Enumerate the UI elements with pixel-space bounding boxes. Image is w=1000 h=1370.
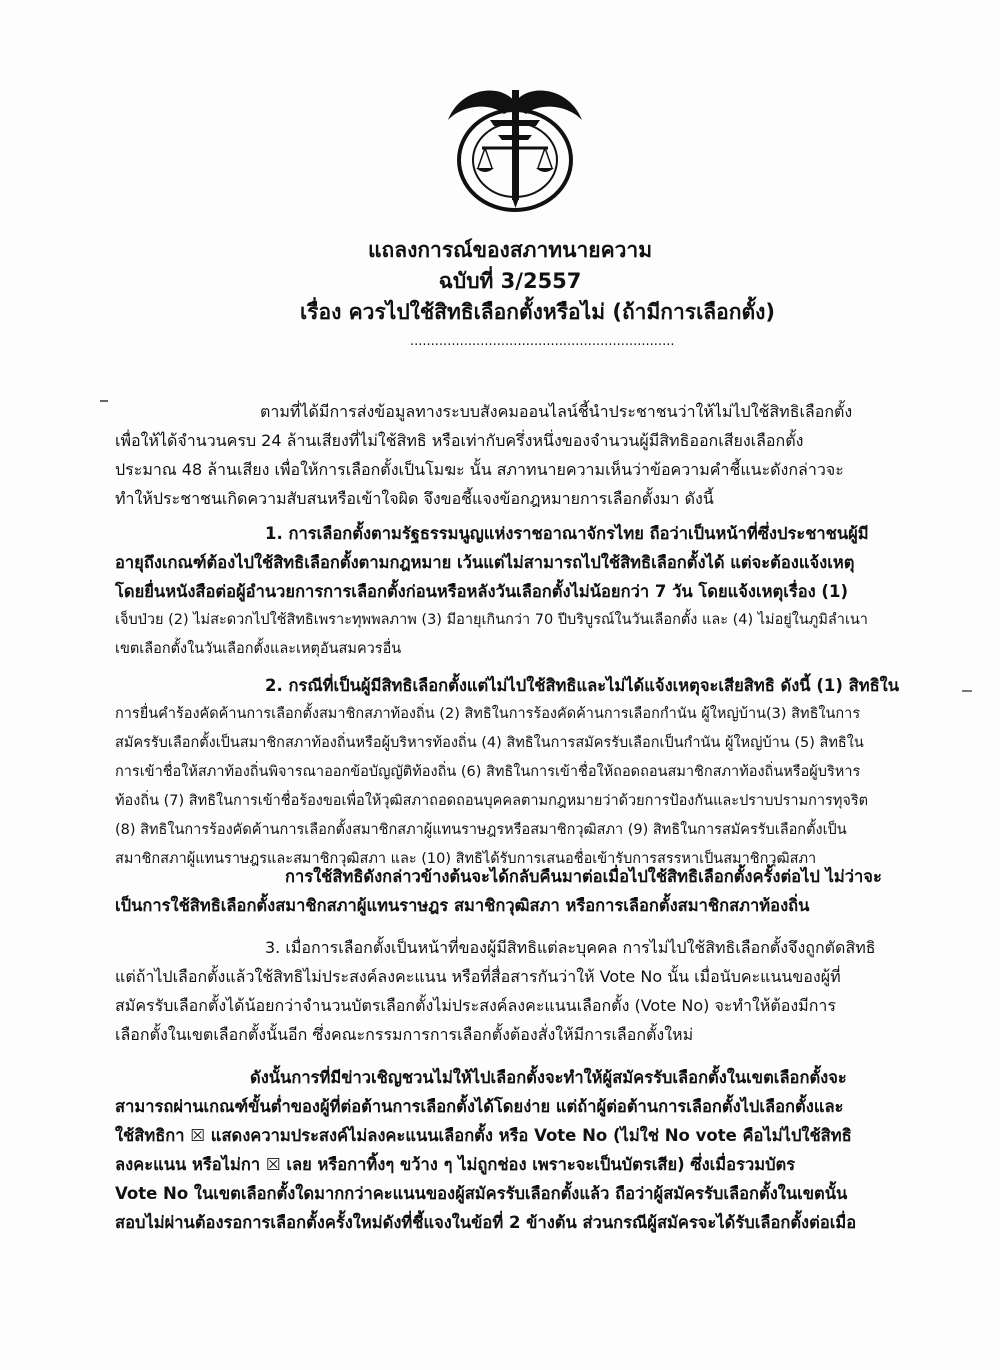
- paragraph-line: สามารถผ่านเกณฑ์ขั้นต่ำของผู้ที่ต่อต้านการเลือกตั้งได้โดยง่าย แต่ถ้าผู้ต่อต้านการเลือกตั้งไปเลือกตั้งและ: [115, 1097, 844, 1116]
- statement-subject: เรื่อง ควรไปใช้สิทธิเลือกตั้งหรือไม่ (ถ้ามีการเลือกตั้ง): [300, 300, 775, 324]
- statement-title: แถลงการณ์ของสภาทนายความ: [367, 238, 653, 262]
- paragraph-line: ประมาณ 48 ล้านเสียง เพื่อให้การเลือกตั้งเป็นโมฆะ นั้น สภาทนายความเห็นว่าข้อความคำชี้แนะดังกล่าวจะ: [115, 460, 844, 479]
- paragraph-line: (8) สิทธิในการร้องคัดค้านการเลือกตั้งสมาชิกสภาผู้แทนราษฎรหรือสมาชิกวุฒิสภา (9) สิทธิในการสมัครรับเลือกตั้งเป็น: [115, 822, 847, 838]
- paragraph-line: การใช้สิทธิดังกล่าวข้างต้นจะได้กลับคืนมาต่อเมื่อไปใช้สิทธิเลือกตั้งครั้งต่อไป ไม่ว่าจะ: [285, 867, 882, 886]
- paragraph-line: ทำให้ประชาชนเกิดความสับสนหรือเข้าใจผิด จึงขอชี้แจงข้อกฎหมายการเลือกตั้งมา ดังนี้: [115, 489, 714, 508]
- paragraph-line: โดยยื่นหนังสือต่อผู้อำนวยการการเลือกตั้งก่อนหรือหลังวันเลือกตั้งไม่น้อยกว่า 7 วัน โดยแจ้งเหตุเรื่อง (1): [115, 582, 848, 601]
- header-divider: ................................................................: [410, 334, 675, 349]
- statement-header: [300, 235, 775, 328]
- paragraph-line: 2. กรณีที่เป็นผู้มีสิทธิเลือกตั้งแต่ไม่ไปใช้สิทธิและไม่ได้แจ้งเหตุจะเสียสิทธิ ดังนี้ (1) สิทธิใน: [265, 676, 899, 695]
- paragraph-line: สมาชิกสภาผู้แทนราษฎรและสมาชิกวุฒิสภา และ (10) สิทธิได้รับการเสนอชื่อเข้ารับการสรรหาเป็นสมาชิกวุฒิสภา: [115, 851, 817, 867]
- point-3-paragraph: [115, 933, 890, 1049]
- scan-mark: [100, 400, 108, 402]
- scan-mark: [962, 690, 972, 692]
- paragraph-line: 1. การเลือกตั้งตามรัฐธรรมนูญแห่งราชอาณาจักรไทย ถือว่าเป็นหน้าที่ซึ่งประชาชนผู้มี: [265, 524, 869, 543]
- conclusion-paragraph: [115, 1063, 890, 1237]
- paragraph-line: เจ็บป่วย (2) ไม่สะดวกไปใช้สิทธิเพราะทุพพลภาพ (3) มีอายุเกินกว่า 70 ปีบริบูรณ์ในวันเลือกตั้ง และ (4) ไม่อยู่ในภูมิลำเนา: [115, 612, 868, 628]
- paragraph-line: ใช้สิทธิกา ☒ แสดงความประสงค์ไม่ลงคะแนนเลือกตั้ง หรือ Vote No (ไม่ใช่ No vote คือไม่ไปใช้สิทธิ: [115, 1126, 852, 1145]
- point-2-paragraph: [115, 671, 899, 874]
- paragraph-line: เพื่อให้ได้จำนวนครบ 24 ล้านเสียงที่ไม่ใช้สิทธิ หรือเท่ากับครึ่งหนึ่งของจำนวนผู้มีสิทธิออกเสียงเลือกตั้ง: [115, 431, 804, 450]
- paragraph-line: แต่ถ้าไปเลือกตั้งแล้วใช้สิทธิไม่ประสงค์ลงคะแนน หรือที่สื่อสารกันว่าให้ Vote No นั้น เมื่อนับคะแนนของผู้ที่: [115, 967, 841, 986]
- point-1-paragraph: [115, 519, 890, 664]
- paragraph-line: ตามที่ได้มีการส่งข้อมูลทางระบบสังคมออนไลน์ชี้นำประชาชนว่าให้ไม่ไปใช้สิทธิเลือกตั้ง: [260, 402, 853, 421]
- paragraph-line: เลือกตั้งในเขตเลือกตั้งนั้นอีก ซึ่งคณะกรรมการการเลือกตั้งต้องสั่งให้มีการเลือกตั้งใหม่: [115, 1025, 694, 1044]
- paragraph-line: สมัครรับเลือกตั้งได้น้อยกว่าจำนวนบัตรเลือกตั้งไม่ประสงค์ลงคะแนนเลือกตั้ง (Vote No) จะทำให้ต้องมีการ: [115, 996, 836, 1015]
- paragraph-line: สอบไม่ผ่านต้องรอการเลือกตั้งครั้งใหม่ดังที่ชี้แจงในข้อที่ 2 ข้างต้น ส่วนกรณีผู้สมัครจะได้รับเลือกตั้งต่อเมื่อ: [115, 1213, 857, 1232]
- paragraph-line: การเข้าชื่อให้สภาท้องถิ่นพิจารณาออกข้อบัญญัติท้องถิ่น (6) สิทธิในการเข้าชื่อให้ถอดถอนสมาชิกสภาท้องถิ่นหรือผู้บริหาร: [115, 764, 861, 780]
- paragraph-line: สมัครรับเลือกตั้งเป็นสมาชิกสภาท้องถิ่นหรือผู้บริหารท้องถิ่น (4) สิทธิในการสมัครรับเลือกเป็นกำนัน ผู้ใหญ่บ้าน (5) สิทธิใน: [115, 735, 864, 751]
- paragraph-line: ดังนั้นการที่มีข่าวเชิญชวนไม่ให้ไปเลือกตั้งจะทำให้ผู้สมัครรับเลือกตั้งในเขตเลือกตั้งจะ: [250, 1068, 847, 1087]
- intro-paragraph: [115, 397, 890, 513]
- paragraph-line: Vote No ในเขตเลือกตั้งใดมากกว่าคะแนนของผู้สมัครรับเลือกตั้งแล้ว ถือว่าผู้สมัครรับเลือกตั้งในเขตนั้น: [115, 1184, 848, 1203]
- paragraph-line: เขตเลือกตั้งในวันเลือกตั้งและเหตุอันสมควรอื่น: [115, 641, 402, 657]
- paragraph-line: เป็นการใช้สิทธิเลือกตั้งสมาชิกสภาผู้แทนราษฎร สมาชิกวุฒิสภา หรือการเลือกตั้งสมาชิกสภาท้องถิ่น: [115, 896, 810, 915]
- rights-restored-paragraph: [115, 862, 890, 920]
- paragraph-line: ท้องถิ่น (7) สิทธิในการเข้าชื่อร้องขอเพื่อให้วุฒิสภาถอดถอนบุคคลตามกฎหมายว่าด้วยการป้องกันและปราบปรามการทุจริต: [115, 793, 869, 809]
- statement-issue-number: ฉบับที่ 3/2557: [438, 269, 582, 293]
- paragraph-line: การยื่นคำร้องคัดค้านการเลือกตั้งสมาชิกสภาท้องถิ่น (2) สิทธิในการร้องคัดค้านการเลือกกำนัน ผู้ใหญ่บ้าน(3) สิทธิในการ: [115, 706, 861, 722]
- paragraph-line: อายุถึงเกณฑ์ต้องไปใช้สิทธิเลือกตั้งตามกฎหมาย เว้นแต่ไม่สามารถไปใช้สิทธิเลือกตั้งได้ แต่จะต้องแจ้งเหตุ: [115, 553, 855, 572]
- paragraph-line: ลงคะแนน หรือไม่กา ☒ เลย หรือกาทิ้งๆ ขว้าง ๆ ไม่ถูกช่อง เพราะจะเป็นบัตรเสีย) ซึ่งเมื่อรวมบัตร: [115, 1155, 796, 1174]
- lawyers-council-seal-icon: [440, 80, 590, 215]
- paragraph-line: 3. เมื่อการเลือกตั้งเป็นหน้าที่ของผู้มีสิทธิแต่ละบุคคล การไม่ไปใช้สิทธิเลือกตั้งจึงถูกตัดสิทธิ: [265, 938, 876, 957]
